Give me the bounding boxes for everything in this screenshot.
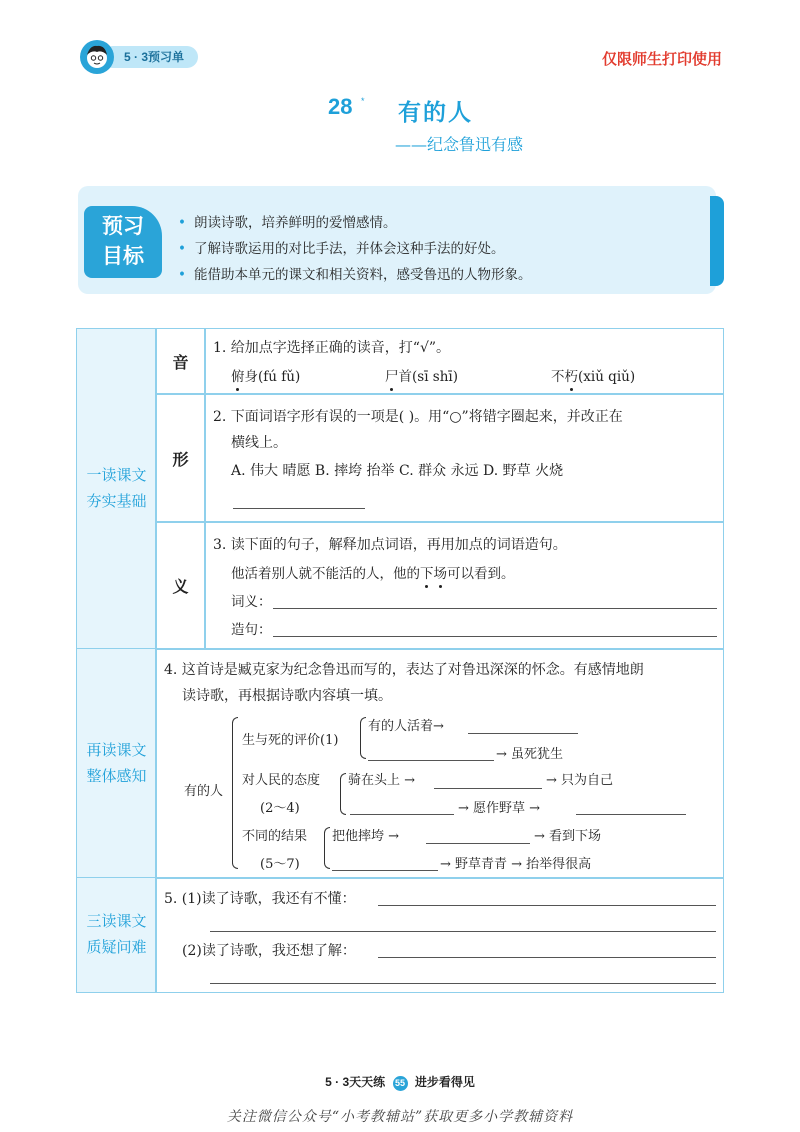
page-footer — [0, 1073, 800, 1091]
question-3-sentence: 他活着别人就不能活的人，他的下场可以看到。 — [231, 566, 515, 582]
branch-1-line-b: → 虽死犹生 — [496, 747, 564, 762]
goal-item: • 能借助本单元的课文和相关资料，感受鲁迅的人物形象。 — [178, 262, 531, 288]
lesson-title: 有的人 — [398, 99, 473, 125]
goals-badge — [84, 206, 162, 278]
question-1-cell — [204, 328, 724, 395]
ciyi-label: 词义： — [231, 594, 272, 610]
bullet-icon: • — [178, 267, 186, 283]
branch-2-line-b: → 愿作野草 → — [458, 801, 541, 816]
question-4-cell — [155, 648, 724, 879]
bullet-icon: • — [178, 215, 186, 231]
goals-panel-edge — [710, 196, 724, 286]
branch-1-blank-b[interactable] — [368, 760, 494, 761]
branch-3-blank-a[interactable] — [426, 843, 530, 844]
pinyin-option-c[interactable]: 不朽(xiǔ qiǔ) — [551, 369, 636, 385]
pinyin-option-a[interactable]: 俯身(fú fǔ) — [231, 369, 301, 385]
branch-3-brace — [324, 827, 330, 869]
page-number-badge: 55 — [393, 1076, 408, 1091]
zaoju-answer-line[interactable] — [273, 636, 717, 637]
branch-1-blank-a[interactable] — [468, 733, 578, 734]
branch-2-label: 对人民的态度 — [242, 773, 321, 788]
section-label-read1: 一读课文 夯实基础 — [76, 328, 157, 650]
branch-1-brace — [360, 717, 366, 759]
lesson-number: 28 — [328, 94, 353, 119]
series-tag-label: 5 · 3预习单 — [102, 46, 198, 68]
section-label-read2: 再读课文 整体感知 — [76, 648, 157, 879]
question-4-text-line1: 4. 这首诗是臧克家为纪念鲁迅而写的，表达了对鲁迅深深的怀念。有感情地朗 — [164, 662, 644, 678]
branch-2-blank-b[interactable] — [350, 814, 454, 815]
question-3-cell — [204, 521, 724, 650]
branch-3-line-a-end: → 看到下场 — [534, 829, 602, 844]
goals-badge-line1: 预习 — [102, 215, 144, 238]
question-4-text-line2: 读诗歌，再根据诗歌内容填一填。 — [182, 688, 392, 704]
q5-1-answer-line-a[interactable] — [378, 905, 716, 906]
root-brace — [232, 717, 238, 869]
branch-2-brace — [340, 773, 346, 815]
question-5-text-1: 5. (1)读了诗歌，我还有不懂： — [164, 891, 356, 907]
goal-item: • 了解诗歌运用的对比手法，并体会这种手法的好处。 — [178, 236, 531, 262]
branch-3-number: (5～7) — [260, 857, 300, 872]
usage-restriction: 仅限师生打印使用 — [601, 51, 722, 68]
question-5-cell — [155, 877, 724, 993]
series-tag — [80, 40, 198, 74]
branch-2-line-a-end: → 只为自己 — [546, 773, 614, 788]
goal-item: • 朗读诗歌，培养鲜明的爱憎感情。 — [178, 210, 531, 236]
correction-answer-line[interactable] — [233, 508, 365, 509]
branch-3-blank-b[interactable] — [332, 870, 438, 871]
footer-right: 进步看得见 — [414, 1075, 475, 1089]
mascot-icon — [80, 40, 114, 74]
branch-2-line-a: 骑在头上 → — [348, 773, 416, 788]
question-2-options: A. 伟大 晴愿 B. 摔垮 抬举 C. 群众 永远 D. 野草 火烧 — [231, 463, 564, 479]
lesson-subtitle: ——纪念鲁迅有感 — [395, 135, 524, 154]
ciyi-answer-line[interactable] — [273, 608, 717, 609]
zaoju-label: 造句： — [231, 622, 272, 638]
goals-list — [178, 210, 531, 288]
q5-1-answer-line-b[interactable] — [210, 931, 716, 932]
pinyin-option-b[interactable]: 尸首(sī shī) — [385, 369, 459, 385]
sub-label-xing: 形 — [155, 393, 206, 523]
footer-left: 5 · 3天天练 — [325, 1075, 386, 1089]
question-2-text-line1: 2. 下面词语字形有误的一项是( )。用“○”将错字圈起来，并改正在 — [213, 409, 623, 425]
sub-label-yi: 义 — [155, 521, 206, 650]
question-3-text: 3. 读下面的句子，解释加点词语，再用加点的词语造句。 — [213, 537, 567, 553]
section-label-read3: 三读课文 质疑问难 — [76, 877, 157, 993]
branch-1-line-a: 有的人活着→ — [368, 719, 444, 734]
lesson-star: * — [361, 96, 365, 106]
bullet-icon: • — [178, 241, 186, 257]
branch-2-number: (2～4) — [260, 801, 300, 816]
goals-badge-line2: 目标 — [102, 245, 144, 268]
branch-2-blank-c[interactable] — [576, 814, 686, 815]
question-5-text-2: (2)读了诗歌，我还想了解： — [182, 943, 356, 959]
q5-2-answer-line-a[interactable] — [378, 957, 716, 958]
question-1-text: 1. 给加点字选择正确的读音，打“√”。 — [213, 340, 451, 356]
branch-1-label: 生与死的评价(1) — [242, 733, 339, 748]
tree-root: 有的人 — [184, 784, 224, 799]
question-2-cell — [204, 393, 724, 523]
branch-3-label: 不同的结果 — [242, 829, 308, 844]
branch-3-line-b: → 野草青青 → 抬举得很高 — [440, 857, 592, 872]
branch-3-line-a: 把他摔垮 → — [332, 829, 400, 844]
branch-2-blank-a[interactable] — [434, 788, 542, 789]
wechat-notice: 关注微信公众号“小考教辅站”获取更多小学教辅资料 — [226, 1109, 574, 1125]
sub-label-yin: 音 — [155, 328, 206, 395]
question-2-text-line2: 横线上。 — [231, 435, 287, 451]
q5-2-answer-line-b[interactable] — [210, 983, 716, 984]
